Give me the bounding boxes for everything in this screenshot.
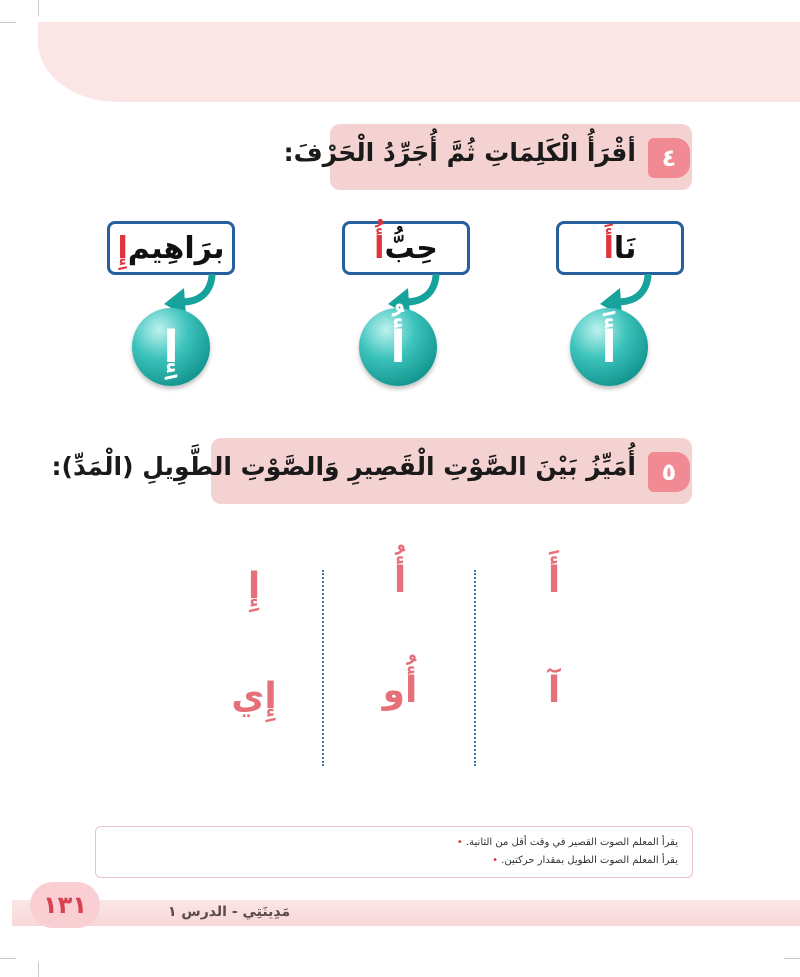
word-box-ibrahim: [107, 221, 235, 275]
top-decorative-band: [38, 22, 800, 102]
word-rest: نَا: [613, 230, 637, 266]
word-highlight: أَ: [603, 230, 614, 266]
long-vowel-waw: أُو: [382, 670, 418, 711]
exercise-4-number: ٤: [648, 138, 690, 178]
word-rest: حِبُّ: [384, 230, 438, 266]
column-separator: [474, 570, 476, 766]
exercise-4-title: أقْرَأُ الْكَلِمَاتِ ثُمَّ أُجَرِّدُ الْحَرْفَ:: [283, 138, 636, 167]
note-line: يقرأ المعلم الصوت القصير في وقت أقل من الثانية. •: [457, 837, 678, 848]
long-vowel-alif: آ: [547, 670, 561, 711]
exercise-4-header: [283, 124, 692, 190]
footer-title: مَدِينَتِي - الدرس ١: [168, 904, 291, 920]
exercise-5-title: أُمَيِّزُ بَيْنَ الصَّوْتِ الْقَصِيرِ وَالصَّوْتِ الطَّوِيلِ (الْمَدِّ):: [51, 452, 636, 481]
word-highlight: أُ: [374, 230, 385, 266]
column-separator: [322, 570, 324, 766]
short-vowel-fatha: أَ: [547, 560, 561, 601]
crop-mark: [38, 962, 39, 977]
word-highlight: إِ: [117, 230, 128, 266]
bottom-decorative-band: [12, 900, 800, 926]
short-vowel-kasra: إِ: [247, 566, 261, 607]
letter-circle-alif-damma: أُ: [359, 308, 437, 386]
short-vowel-damma: أُ: [393, 560, 407, 601]
teacher-notes: [95, 826, 693, 878]
crop-mark: [784, 958, 800, 959]
crop-mark: [0, 22, 16, 23]
word-box-ana: [556, 221, 684, 275]
letter-circle-alif-kasra: إِ: [132, 308, 210, 386]
exercise-5-header: [51, 438, 692, 504]
word-rest: برَاهِيم: [127, 230, 225, 266]
crop-mark: [38, 0, 39, 16]
word-box-uhibbu: [342, 221, 470, 275]
letter-circle-alif-fatha: أَ: [570, 308, 648, 386]
page-number: ١٣١: [30, 882, 100, 928]
long-vowel-ya: إِي: [231, 676, 277, 717]
note-line: يقرأ المعلم الصوت الطويل بمقدار حركتين. •: [492, 855, 678, 866]
crop-mark: [0, 958, 16, 959]
exercise-5-number: ٥: [648, 452, 690, 492]
